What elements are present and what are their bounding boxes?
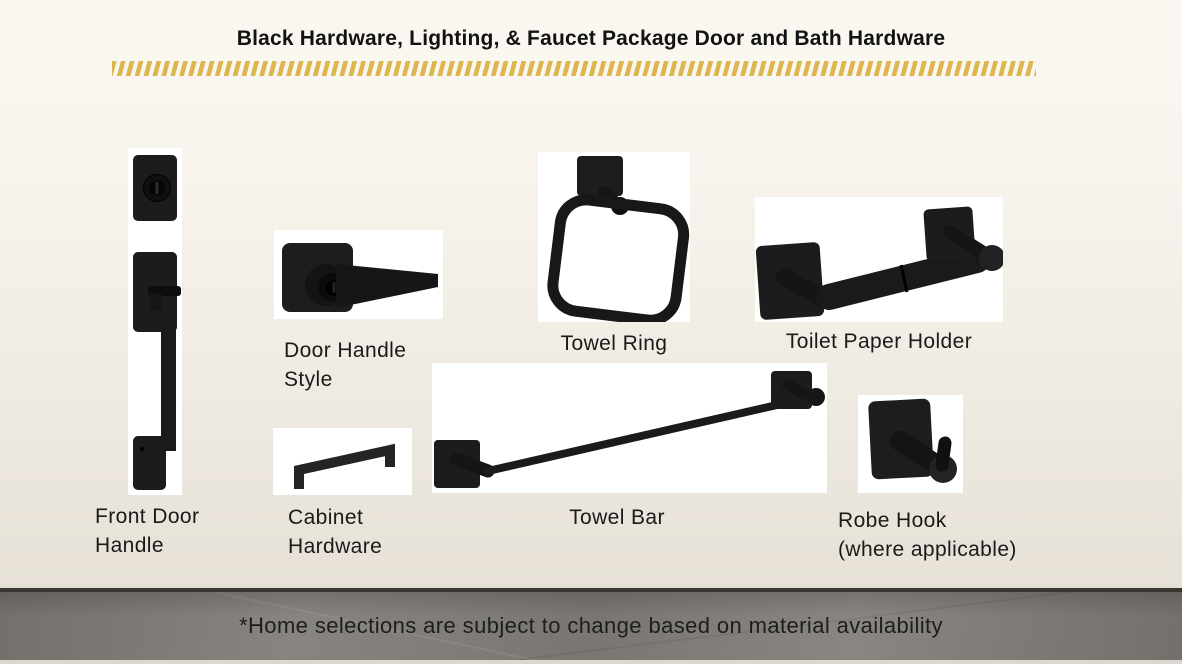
robe-hook-label	[838, 506, 1017, 564]
label-line: Door Handle	[284, 339, 407, 362]
gold-stripe-divider	[112, 61, 1036, 76]
footer-disclaimer: *Home selections are subject to change based on material availability	[239, 613, 943, 638]
towel-ring-image	[538, 152, 690, 322]
door-lever-icon	[274, 230, 443, 319]
label-line: (where applicable)	[838, 538, 1017, 561]
door-handle-style-image	[274, 230, 443, 319]
door-handle-style-label	[284, 336, 406, 394]
cabinet-hardware-label	[288, 503, 382, 561]
label-line: Robe Hook	[838, 509, 947, 532]
robe-hook-icon	[858, 395, 963, 493]
front-door-handle-image	[128, 148, 182, 495]
towel-bar-image	[432, 363, 827, 493]
label-line: Toilet Paper Holder	[785, 330, 973, 353]
label-line: Style	[284, 368, 333, 391]
footer-band	[0, 588, 1182, 664]
label-line: Towel Ring	[560, 332, 668, 355]
page-title: Black Hardware, Lighting, & Faucet Package Door and Bath Hardware	[236, 27, 946, 50]
label-line: Hardware	[288, 535, 383, 558]
towel-bar-label	[432, 503, 802, 532]
toilet-paper-holder-icon	[755, 197, 1003, 322]
cabinet-pull-icon	[273, 428, 412, 495]
toilet-paper-holder-image	[755, 197, 1003, 322]
towel-ring-label	[538, 329, 690, 358]
front-door-handle-icon	[128, 148, 182, 495]
label-line: Handle	[95, 534, 164, 557]
toilet-paper-holder-label	[755, 327, 1003, 356]
label-line: Front Door	[95, 505, 200, 528]
towel-ring-icon	[538, 152, 690, 322]
cabinet-hardware-image	[273, 428, 412, 495]
robe-hook-image	[858, 395, 963, 493]
label-line: Cabinet	[288, 506, 364, 529]
front-door-handle-label	[95, 502, 199, 560]
label-line: Towel Bar	[569, 506, 665, 529]
towel-bar-icon	[432, 363, 827, 493]
